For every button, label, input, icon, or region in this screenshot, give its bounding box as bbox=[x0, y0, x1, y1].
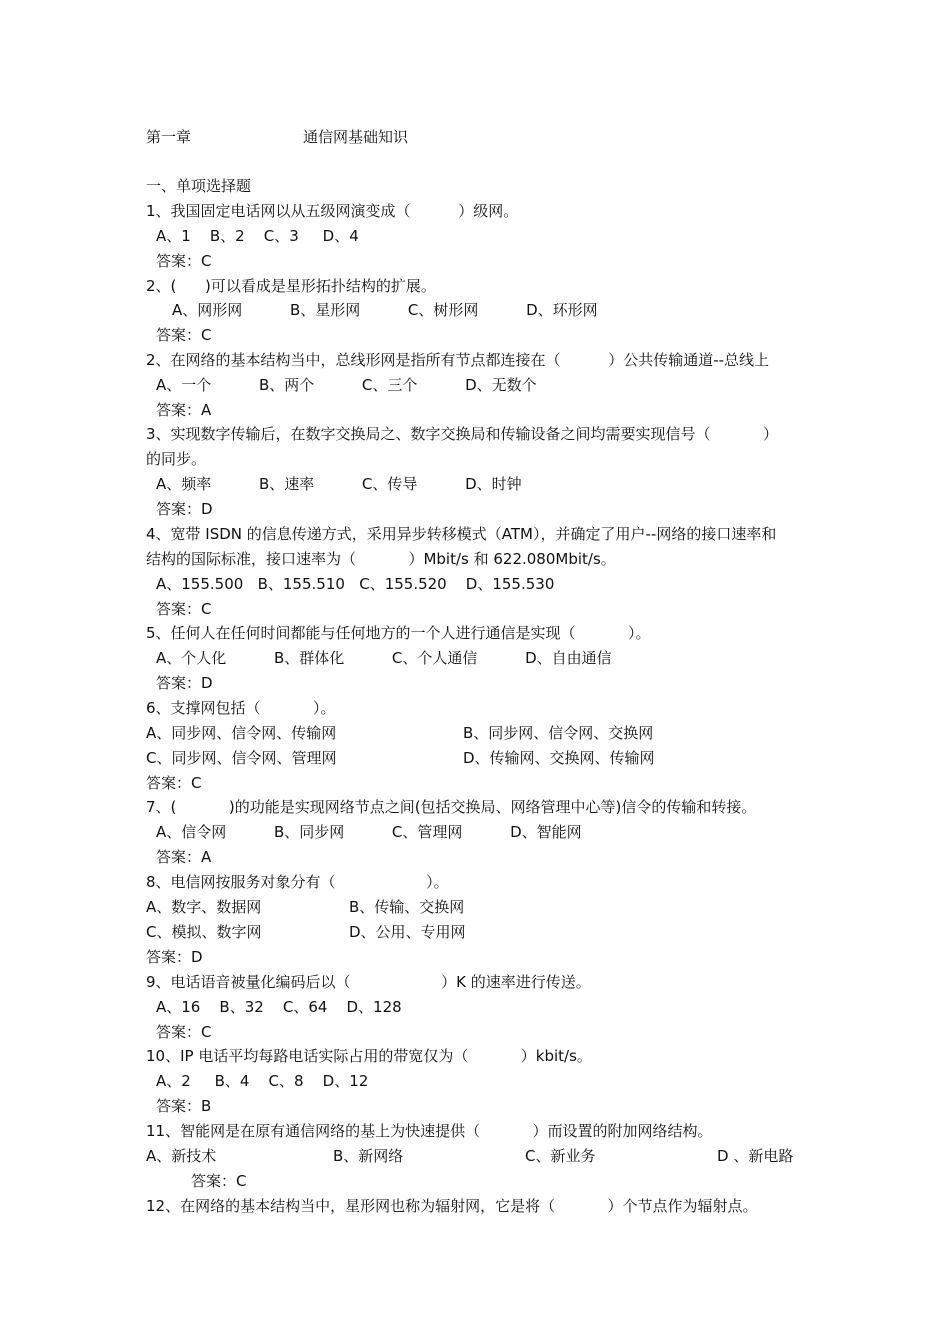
chapter-label: 第一章 bbox=[146, 128, 192, 146]
question-3-line-2: 的同步。 bbox=[146, 450, 207, 468]
question-6-answer: 答案：C bbox=[146, 774, 202, 792]
question-6-option-d: D、传输网、交换网、传输网 bbox=[463, 749, 655, 767]
question-4-line-2: 结构的国际标准，接口速率为（ ）Mbit/s 和 622.080Mbit/s。 bbox=[146, 550, 616, 568]
question-5-answer: 答案：D bbox=[156, 674, 213, 692]
question-8: 8、电信网按服务对象分有（ ）。 bbox=[146, 873, 449, 891]
question-2: 2、( )可以看成是星形拓扑结构的扩展。 bbox=[146, 277, 436, 295]
question-6-option-a: A、同步网、信令网、传输网 bbox=[146, 724, 337, 742]
question-7-options: A、信令网 B、同步网 C、管理网 D、智能网 bbox=[156, 823, 582, 841]
question-2b: 2、在网络的基本结构当中，总线形网是指所有节点都连接在（ ）公共传输通道--总线上 bbox=[146, 351, 770, 369]
question-8-option-c: C、模拟、数字网 bbox=[146, 923, 262, 941]
question-10-options: A、2 B、4 C、8 D、12 bbox=[156, 1072, 369, 1090]
chapter-title: 通信网基础知识 bbox=[303, 128, 409, 146]
question-3-options: A、频率 B、速率 C、传导 D、时钟 bbox=[156, 475, 522, 493]
question-8-option-a: A、数字、数据网 bbox=[146, 898, 262, 916]
question-10: 10、IP 电话平均每路电话实际占用的带宽仅为（ ）kbit/s。 bbox=[146, 1047, 592, 1065]
question-2-answer: 答案：C bbox=[156, 326, 212, 344]
question-11-option-a: A、新技术 bbox=[146, 1147, 217, 1165]
question-11: 11、智能网是在原有通信网络的基上为快速提供（ ）而设置的附加网络结构。 bbox=[146, 1122, 713, 1140]
question-5-options: A、个人化 B、群体化 C、个人通信 D、自由通信 bbox=[156, 649, 612, 667]
question-1-answer: 答案：C bbox=[156, 252, 212, 270]
question-8-option-d: D、公用、专用网 bbox=[349, 923, 466, 941]
question-7-answer: 答案：A bbox=[156, 848, 212, 866]
question-3-line-1: 3、实现数字传输后，在数字交换局之、数字交换局和传输设备之间均需要实现信号（ ） bbox=[146, 425, 778, 443]
question-3-answer: 答案：D bbox=[156, 500, 213, 518]
question-2b-answer: 答案：A bbox=[156, 401, 212, 419]
question-5: 5、任何人在任何时间都能与任何地方的一个人进行通信是实现（ ）。 bbox=[146, 624, 651, 642]
question-8-answer: 答案：D bbox=[146, 948, 203, 966]
question-9: 9、电话语音被量化编码后以（ ）K 的速率进行传送。 bbox=[146, 973, 591, 991]
question-12: 12、在网络的基本结构当中，星形网也称为辐射网，它是将（ ）个节点作为辐射点。 bbox=[146, 1197, 758, 1215]
question-11-answer: 答案：C bbox=[191, 1172, 247, 1190]
question-11-option-c: C、新业务 bbox=[525, 1147, 596, 1165]
question-11-option-d: D 、新电路 bbox=[717, 1147, 794, 1165]
section-title: 一、单项选择题 bbox=[146, 177, 252, 195]
question-2-options: A、网形网 B、星形网 C、树形网 D、环形网 bbox=[172, 301, 598, 319]
question-4-answer: 答案：C bbox=[156, 600, 212, 618]
question-4-line-1: 4、宽带 ISDN 的信息传递方式，采用异步转移模式（ATM），并确定了用户--网络的接口速率和 bbox=[146, 525, 777, 543]
question-10-answer: 答案：B bbox=[156, 1097, 212, 1115]
question-8-option-b: B、传输、交换网 bbox=[349, 898, 465, 916]
question-6-option-c: C、同步网、信令网、管理网 bbox=[146, 749, 337, 767]
question-1: 1、我国固定电话网以从五级网演变成（ ）级网。 bbox=[146, 202, 519, 220]
question-1-options: A、1 B、2 C、3 D、4 bbox=[156, 227, 359, 245]
question-6: 6、支撑网包括（ ）。 bbox=[146, 699, 336, 717]
question-2b-options: A、一个 B、两个 C、三个 D、无数个 bbox=[156, 376, 537, 394]
question-4-options: A、155.500 B、155.510 C、155.520 D、155.530 bbox=[156, 575, 555, 593]
question-9-options: A、16 B、32 C、64 D、128 bbox=[156, 998, 402, 1016]
question-7: 7、( )的功能是实现网络节点之间(包括交换局、网络管理中心等)信令的传输和转接。 bbox=[146, 798, 757, 816]
question-11-option-b: B、新网络 bbox=[333, 1147, 404, 1165]
question-6-option-b: B、同步网、信令网、交换网 bbox=[463, 724, 654, 742]
question-9-answer: 答案：C bbox=[156, 1023, 212, 1041]
